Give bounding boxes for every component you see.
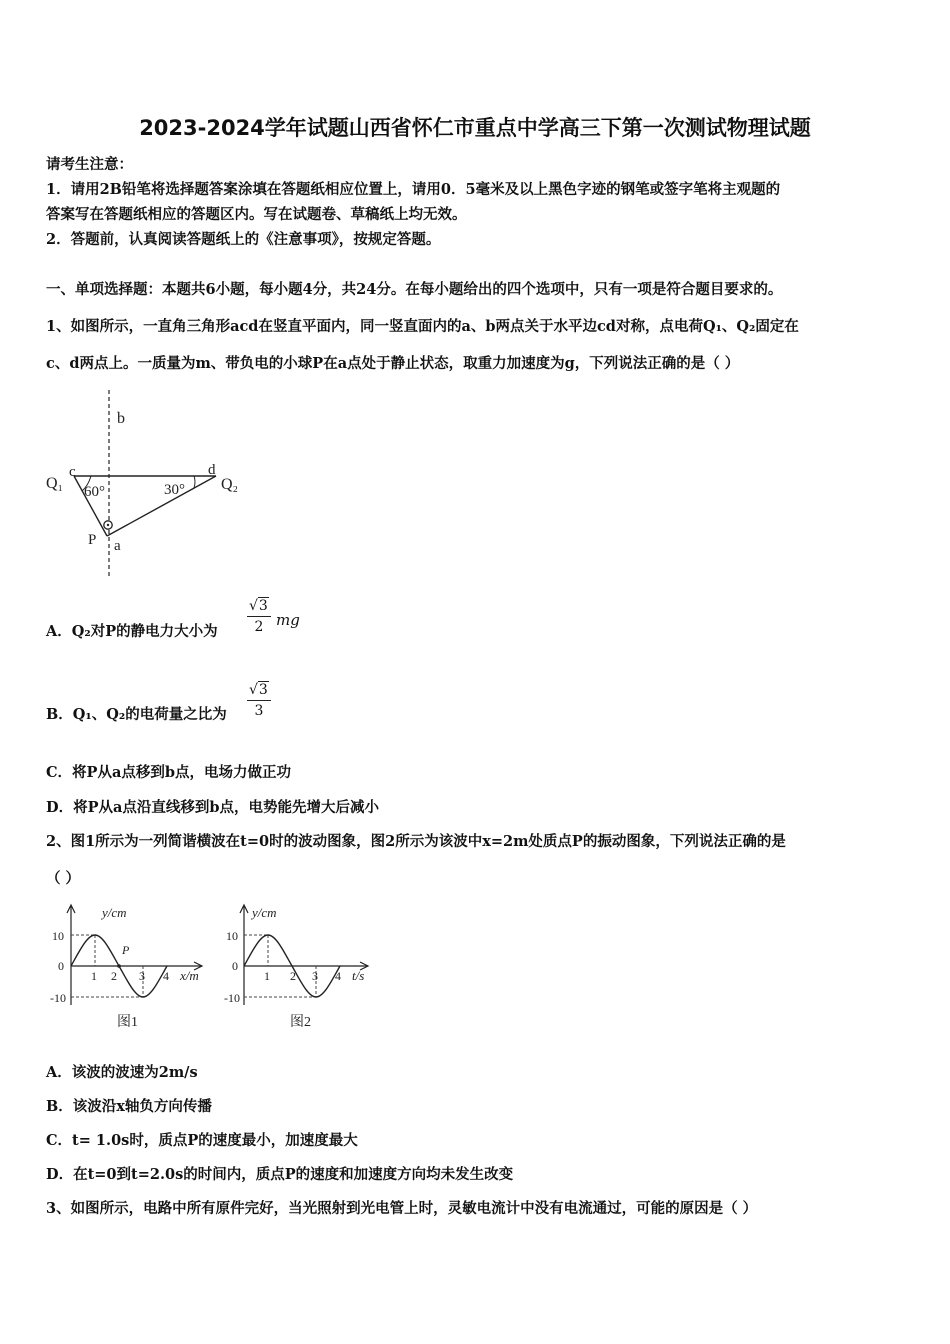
q1-stem-line-2: c、d两点上。一质量为m、带负电的小球P在a点处于静止状态，取重力加速度为g，下列说法正确的是（ ）: [46, 355, 740, 372]
q2-stem-line-2: （ ）: [46, 870, 81, 887]
q1-option-a-denominator: 2: [254, 619, 264, 635]
q1-option-d: D．将P从a点沿直线移到b点，电势能先增大后减小: [46, 799, 380, 816]
q1-option-b-denominator: 3: [254, 703, 264, 719]
fig2-x-label: t/s: [352, 968, 365, 983]
fig2-caption: 图2: [290, 1015, 311, 1030]
fig2-tick-t4: 4: [335, 969, 341, 983]
label-b: b: [117, 410, 125, 427]
label-angle-60: 60°: [84, 484, 105, 500]
fig1-tick-x3: 3: [139, 969, 145, 983]
fig1-tick-x1: 1: [91, 969, 97, 983]
notice-line-3: 2．答题前，认真阅读答题纸上的《注意事项》，按规定答题。: [46, 231, 441, 248]
fig1-tick-10: 10: [52, 929, 64, 943]
label-a: a: [114, 538, 121, 554]
q2-figure-2: [218, 902, 386, 1032]
fig1-y-label: y/cm: [102, 905, 127, 920]
notice-line-1: 1．请用2B铅笔将选择题答案涂填在答题纸相应位置上，请用0．5毫米及以上黑色字迹的钢笔或签字笔将主观题的: [46, 181, 781, 198]
fig2-tick-0: 0: [232, 959, 238, 973]
q1-option-a-numerator: 3: [258, 598, 268, 614]
fig1-tick-0: 0: [58, 959, 64, 973]
q2-option-d: D．在t=0到t=2.0s的时间内，质点P的速度和加速度方向均未发生改变: [46, 1166, 514, 1183]
angle-30-arc: [194, 476, 195, 488]
q1-triangle-figure: [44, 388, 264, 580]
side-ad: [107, 476, 216, 536]
fig1-caption: 图1: [117, 1015, 138, 1030]
label-angle-30: 30°: [164, 482, 185, 498]
q1-option-b-fraction: $\frac{√3}{3}$: [247, 680, 271, 721]
q3-stem-line-1: 3、如图所示，电路中所有原件完好，当光照射到光电管上时，灵敏电流计中没有电流通过，可能的原因是（ ）: [46, 1200, 758, 1217]
q1-option-a-fraction: $\frac{√3}{2}$: [247, 596, 271, 637]
fig1-point-p: [117, 964, 121, 968]
q1-stem-line-1: 1、如图所示，一直角三角形acd在竖直平面内，同一竖直面内的a、b两点关于水平边cd对称，点电荷Q₁、Q₂固定在: [46, 318, 799, 335]
fig1-tick-x2: 2: [111, 969, 117, 983]
fig1-tick-x4: 4: [163, 969, 169, 983]
fig2-tick-t2: 2: [290, 969, 296, 983]
q2-figure-1: [44, 902, 212, 1032]
fig2-tick-t3: 3: [312, 969, 318, 983]
q1-option-b: B．Q₁、Q₂的电荷量之比为: [46, 706, 227, 723]
fig2-tick-t1: 1: [264, 969, 270, 983]
fig1-tick-neg10: -10: [50, 991, 66, 1005]
q1-option-a-mg: mg: [276, 611, 300, 629]
q2-option-c: C．t= 1.0s时，质点P的速度最小，加速度最大: [46, 1132, 358, 1149]
label-q2: Q₂: [221, 476, 239, 493]
q2-option-b: B．该波沿x轴负方向传播: [46, 1098, 212, 1115]
notice-heading: 请考生注意：: [46, 156, 133, 173]
fig2-tick-neg10: -10: [224, 991, 240, 1005]
label-q1: Q₁: [46, 475, 64, 492]
q1-option-b-numerator: 3: [258, 682, 268, 698]
charge-p-center: [107, 524, 109, 526]
fig1-x-label: x/m: [180, 968, 199, 983]
page-title: 2023-2024学年试题山西省怀仁市重点中学高三下第一次测试物理试题: [139, 116, 811, 140]
label-c: c: [69, 464, 76, 480]
q1-option-a: A．Q₂对P的静电力大小为: [46, 623, 218, 640]
section-heading: 一、单项选择题：本题共6小题，每小题4分，共24分。在每小题给出的四个选项中，只有一项是符合题目要求的。: [46, 281, 783, 298]
fig2-tick-10: 10: [226, 929, 238, 943]
q2-option-a: A．该波的波速为2m/s: [46, 1064, 198, 1081]
q2-stem-line-1: 2、图1所示为一列简谐横波在t=0时的波动图象，图2所示为该波中x=2m处质点P的振动图象，下列说法正确的是: [46, 833, 786, 850]
q1-option-c: C．将P从a点移到b点，电场力做正功: [46, 764, 291, 781]
notice-line-2: 答案写在答题纸相应的答题区内。写在试题卷、草稿纸上均无效。: [46, 206, 467, 223]
label-p: P: [88, 532, 97, 548]
label-d: d: [208, 462, 216, 478]
fig2-y-label: y/cm: [252, 905, 277, 920]
fig1-label-p: P: [122, 943, 130, 957]
